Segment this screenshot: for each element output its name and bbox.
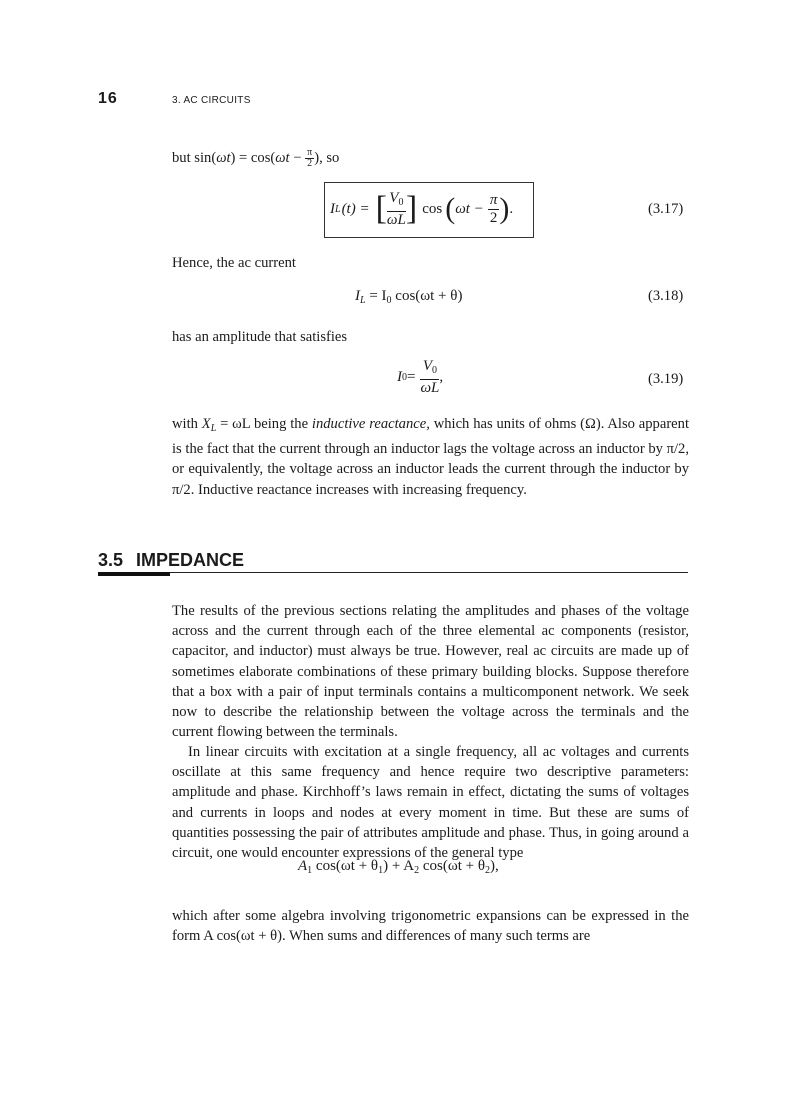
paragraph-reactance: with $X_L = \omega L$ being the inductive reactance, which has units of ohms (Ω). Also apparent is the fact that the current through an inductor lags the voltage across an inductor by π/2, or equivalently, the voltage across an inductor leads the current through the inductor by π/2. Inductive reactance increases with increasing frequency. — [172, 416, 690, 498]
running-title: 3. AC CIRCUITS — [172, 95, 251, 106]
equation-number-3-18: (3.18) — [648, 288, 684, 304]
section-number: 3.5 — [98, 550, 124, 570]
page-number: 16 — [98, 90, 118, 107]
equation-3-17: I L (t) = [ $\frac{V_0}{\omega L}$ ] cos ( ωt − $\frac{\pi}{2}$ ) . — [330, 189, 514, 228]
paragraph-3: which after some algebra involving trigonometric expansions can be expressed in the form A cos(ωt + θ). When sums and differences of many such terms are — [172, 908, 689, 945]
equation-number-3-19: (3.19) — [648, 371, 684, 387]
equation-general: $A_1$ $\cos(\omega t + \theta_1) + A_2$ $\cos(\omega t + \theta_2)$, — [298, 858, 499, 876]
section-rule-thin — [98, 572, 688, 573]
paragraph-2: In linear circuits with excitation at a single frequency, all ac voltages and currents oscillate at this same frequency and hence require two descriptive parameters: amplitude and phase. Kirchhoff’s laws remain in effect, dictating the sums of voltages and currents in loops and nodes at every moment in time. But these are sums of quantities possessing the pair of attributes amplitude and phase. Thus, in going around a circuit, one would encounter expressions of the general type — [172, 744, 689, 862]
equation-3-19: I 0 = $\frac{V_0}{\omega L}$ , — [397, 357, 444, 396]
paragraph-amplitude: has an amplitude that satisfies — [172, 329, 348, 345]
paragraph-hence: Hence, the ac current — [172, 255, 296, 271]
intro-line: but sin(ωt) = cos(ωt − $\frac{\pi}{2}$ ), so — [172, 147, 340, 170]
section-title: IMPEDANCE — [136, 550, 245, 570]
equation-number-3-17: (3.17) — [648, 201, 684, 217]
equation-3-18: $I_L = I_0$ cos(ωt + θ) — [355, 288, 463, 306]
paragraph-1: The results of the previous sections relating the amplitudes and phases of the voltage across and the current through each of the three elemental ac components (resistor, capacitor, and inductor) must always be true. However, real ac circuits are made up of sometimes elaborate combinations of these primary building blocks. Suppose therefore that a box with a pair of input terminals contains a multicomponent network. We seek now to describe the relationship between the voltage across the terminals and the current flowing between the terminals. — [172, 603, 689, 741]
section-rule-thick — [98, 572, 170, 576]
section-heading — [98, 550, 244, 571]
